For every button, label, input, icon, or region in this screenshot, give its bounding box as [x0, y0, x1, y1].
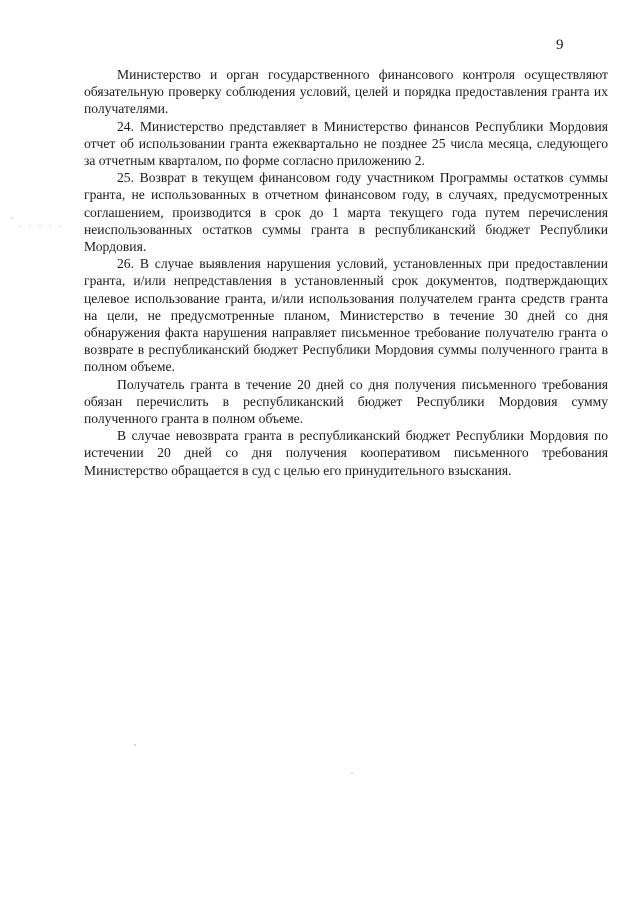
paragraph-24: 24. Министерство представляет в Министерство финансов Республики Мордовия отчет об использовании гранта ежеквартально не позднее 25 числа месяца, следующего за отчетным кварталом, по форме согласно приложению 2. [84, 118, 608, 169]
paragraph-control: Министерство и орган государственного финансового контроля осуществляют обязательную проверку соблюдения условий, целей и порядка предоставления гранта их получателями. [84, 67, 608, 117]
paragraph-25: 25. Возврат в текущем финансовом году участником Программы остатков суммы гранта, не использованных в отчетном финансовом году, в случаях, предусмотренных соглашением, производится в срок до 1 марта текущего года путем перечисления неиспользованных остатков суммы гранта в республиканский бюджет Республики Мордовия. [84, 170, 608, 255]
paragraph-26: 26. В случае выявления нарушения условий, установленных при предоставлении гранта, и/или непредставления в установленный срок документов, подтверждающих целевое использование гранта, и/или использования получателем гранта средств гранта на цели, не предусмотренные планом, Министерство в течение 30 дней со дня обнаружения факта нарушения направляет письменное требование получателю гранта о возврате в республиканский бюджет Республики Мордовия суммы полученного гранта в полном объеме. [84, 256, 608, 375]
page-number: 9 [556, 37, 564, 53]
document-body [84, 66, 608, 479]
paragraph-court-recovery: В случае невозврата гранта в республиканский бюджет Республики Мордовия по истечении 20 дней со дня получения кооперативом письменного требования Министерство обращается в суд с целью его принудительного взыскания. [84, 428, 608, 478]
paragraph-recipient-obligation: Получатель гранта в течение 20 дней со дня получения письменного требования обязан перечислить в республиканский бюджет Республики Мордовия сумму полученного гранта в полном объеме. [84, 376, 608, 427]
